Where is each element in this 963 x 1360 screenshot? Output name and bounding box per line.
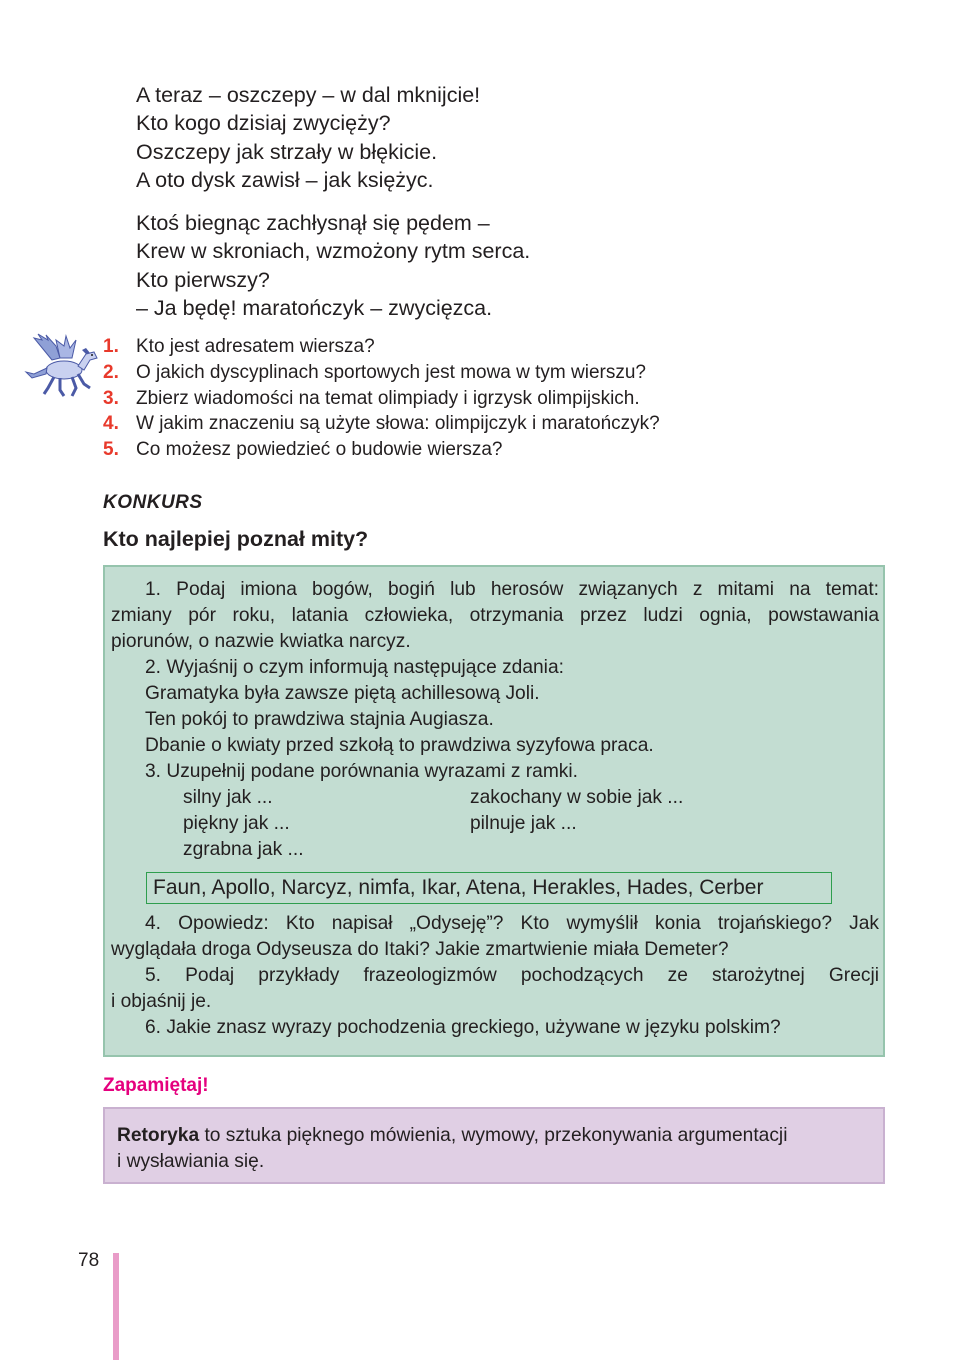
definition-line xyxy=(117,1123,871,1149)
section-heading: Kto najlepiej poznał mity? xyxy=(103,527,369,551)
list-item xyxy=(103,437,843,463)
question-number: 2. xyxy=(103,361,119,383)
question-text: W jakim znaczeniu są użyte słowa: olimpijczyk i maratończyk? xyxy=(136,413,660,435)
poem-stanza-1 xyxy=(136,81,736,194)
comparison-item: zakochany w sobie jak ... xyxy=(470,787,684,808)
list-item xyxy=(103,360,843,386)
task-1-line: piorunów, o nazwie kwiatka narcyz. xyxy=(111,631,411,652)
question-text: Co możesz powiedzieć o budowie wiersza? xyxy=(136,439,503,461)
list-item xyxy=(103,334,843,360)
poem-line: Kto pierwszy? xyxy=(136,267,270,292)
question-text: O jakich dyscyplinach sportowych jest mowa w tym wierszu? xyxy=(136,361,647,383)
poem-line: Ktoś biegnąc zachłysnął się pędem – xyxy=(136,211,490,235)
comparison-item: pilnuje jak ... xyxy=(470,813,577,834)
remember-label: Zapamiętaj! xyxy=(103,1075,209,1096)
poem-line: Krew w skroniach, wzmożony rytm serca. xyxy=(136,239,531,264)
task-4-line: wyglądała droga Odyseusza do Itaki? Jakie zmartwienie miała Demeter? xyxy=(111,939,729,960)
question-number: 4. xyxy=(103,413,119,435)
word-bank-frame: Faun, Apollo, Narcyz, nimfa, Ikar, Atena, Herakles, Hades, Cerber xyxy=(146,872,832,904)
poem-line: A oto dysk zawisł – jak księżyc. xyxy=(136,167,434,192)
task-2-line: Ten pokój to prawdziwa stajnia Augiasza. xyxy=(145,709,494,730)
definition-line: i wysławiania się. xyxy=(117,1151,265,1173)
section-label: KONKURS xyxy=(103,492,203,513)
definition-text: to sztuka pięknego mówienia, wymowy, przekonywania argumentacji xyxy=(199,1125,788,1146)
question-text: Zbierz wiadomości na temat olimpiady i igrzysk olimpijskich. xyxy=(136,387,640,409)
poem-line: A teraz – oszczepy – w dal mknijcie! xyxy=(136,83,481,107)
definition-box xyxy=(103,1107,885,1184)
question-number: 1. xyxy=(103,336,119,357)
contest-box xyxy=(103,565,885,1057)
comparison-item: zgrabna jak ... xyxy=(183,839,304,860)
comparison-item: piękny jak ... xyxy=(183,813,290,834)
poem-line: Kto kogo dzisiaj zwycięży? xyxy=(136,111,391,136)
list-item xyxy=(103,411,843,437)
task-1-line: 1. Podaj imiona bogów, bogiń lub herosów związanych z mitami na temat: xyxy=(145,579,879,600)
task-6-line: 6. Jakie znasz wyrazy pochodzenia greckiego, używane w języku polskim? xyxy=(145,1017,781,1038)
task-5-line: i objaśnij je. xyxy=(111,991,212,1012)
task-2-line: Gramatyka była zawsze piętą achillesową Joli. xyxy=(145,683,540,704)
task-2-line: Dbanie o kwiaty przed szkołą to prawdziwa syzyfowa praca. xyxy=(145,735,654,756)
list-item xyxy=(103,386,843,412)
definition-term: Retoryka xyxy=(117,1125,200,1146)
poem-line: Oszczepy jak strzały w błękicie. xyxy=(136,139,438,164)
poem-stanza-2 xyxy=(136,209,736,322)
questions-list xyxy=(103,334,843,463)
comparison-item: silny jak ... xyxy=(183,787,273,808)
page-accent-bar xyxy=(113,1253,119,1360)
page-number: 78 xyxy=(78,1250,100,1271)
question-text: Kto jest adresatem wiersza? xyxy=(136,336,375,357)
task-1-line: zmiany pór roku, latania człowieka, otrzymania przez ludzi ognia, powstawania xyxy=(111,605,879,626)
task-2-line: 2. Wyjaśnij o czym informują następujące zdania: xyxy=(145,657,564,678)
task-4-line: 4. Opowiedz: Kto napisał „Odyseję”? Kto wymyślił konia trojańskiego? Jak xyxy=(145,913,879,934)
pegasus-icon xyxy=(20,332,100,400)
question-number: 3. xyxy=(103,387,119,409)
question-number: 5. xyxy=(103,439,119,461)
task-5-line: 5. Podaj przykłady frazeologizmów pochodzących ze starożytnej Grecji xyxy=(145,965,879,986)
poem-line: – Ja będę! maratończyk – zwycięzca. xyxy=(136,295,493,320)
task-3-intro: 3. Uzupełnij podane porównania wyrazami z ramki. xyxy=(145,761,578,782)
